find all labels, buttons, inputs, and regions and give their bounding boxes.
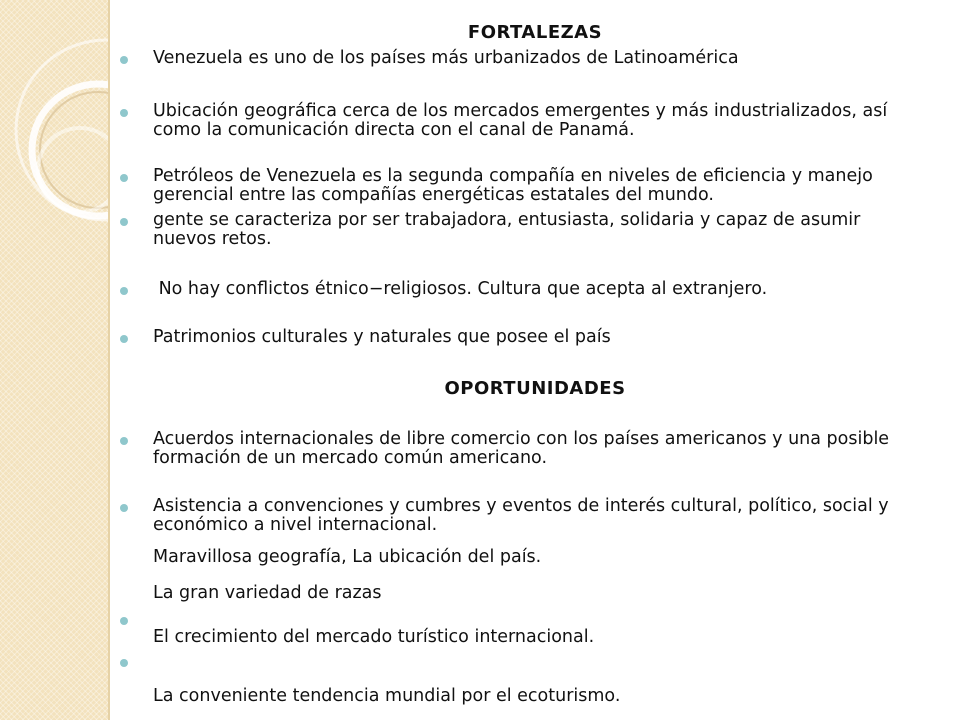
fortalezas-heading: FORTALEZAS <box>467 22 603 43</box>
bullet-icon <box>120 617 128 625</box>
oportunidades-item: Maravillosa geografía, La ubicación del país. <box>153 547 542 567</box>
fortalezas-item: gente se caracteriza por ser trabajadora, entusiasta, solidaria y capaz de asumir nuevos retos. <box>153 210 861 249</box>
oportunidades-heading: OPORTUNIDADES <box>444 378 626 399</box>
bullet-icon <box>120 218 128 226</box>
fortalezas-item: Petróleos de Venezuela es la segunda compañía en niveles de eficiencia y manejo gerencial entre las compañías energéticas estatales del mundo. <box>153 166 873 205</box>
bullet-icon <box>120 335 128 343</box>
bullet-icon <box>120 287 128 295</box>
oportunidades-item: Acuerdos internacionales de libre comercio con los países americanos y una posible formación de un mercado común americano. <box>153 429 890 468</box>
bullet-icon <box>120 174 128 182</box>
fortalezas-item: Patrimonios culturales y naturales que posee el país <box>153 327 611 347</box>
fortalezas-item: No hay conflictos étnico−religiosos. Cultura que acepta al extranjero. <box>153 279 768 299</box>
oportunidades-item: Asistencia a convenciones y cumbres y eventos de interés cultural, político, social y económico a nivel internacional. <box>153 496 889 535</box>
oportunidades-item: La conveniente tendencia mundial por el ecoturismo. <box>153 686 621 706</box>
bullet-icon <box>120 504 128 512</box>
bullet-icon <box>120 437 128 445</box>
bullet-icon <box>120 56 128 64</box>
bullet-icon <box>120 659 128 667</box>
fortalezas-item: Venezuela es uno de los países más urbanizados de Latinoamérica <box>153 48 739 68</box>
bullet-icon <box>120 109 128 117</box>
oportunidades-item: El crecimiento del mercado turístico internacional. <box>153 627 595 647</box>
fortalezas-item: Ubicación geográfica cerca de los mercados emergentes y más industrializados, así como la comunicación directa con el canal de Panamá. <box>153 101 888 140</box>
oportunidades-item: La gran variedad de razas <box>153 583 382 603</box>
